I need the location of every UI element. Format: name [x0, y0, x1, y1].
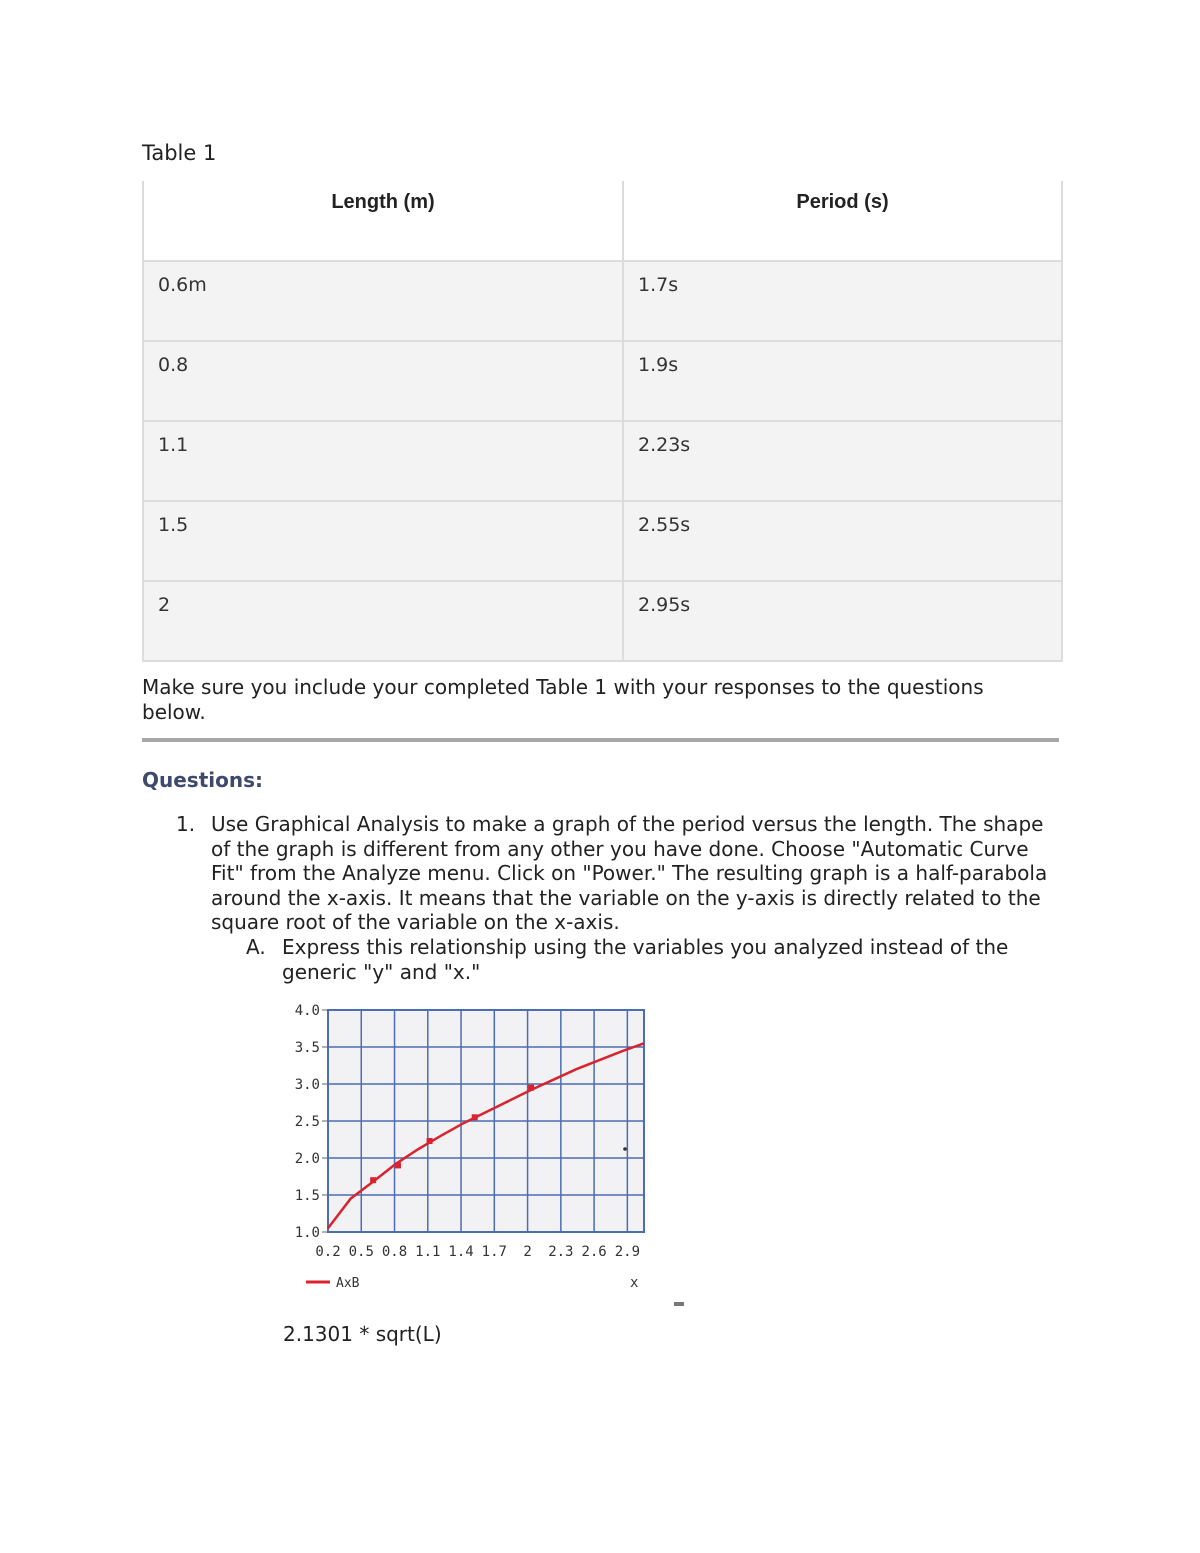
- y-axis-ticks: [295, 1003, 328, 1241]
- x-tick-label: 0.8: [381, 1244, 408, 1260]
- power-fit-chart: [284, 1000, 684, 1310]
- questions-heading: Questions:: [142, 768, 264, 792]
- subquestion-text: Express this relationship using the variables you analyzed instead of the generic "y" and "x.": [282, 935, 1009, 984]
- x-tick-label: 2: [523, 1244, 532, 1260]
- column-header-period: Period (s): [623, 181, 1062, 261]
- y-tick-label: 3.0: [294, 1077, 320, 1093]
- x-tick-label: 0.2: [315, 1244, 341, 1260]
- data-point: [528, 1085, 534, 1091]
- table-row: [143, 501, 1062, 581]
- subquestion-letter: A.: [246, 935, 266, 959]
- period-cell: 2.95s: [623, 581, 1062, 661]
- table-row: [143, 421, 1062, 501]
- table-row: [143, 341, 1062, 421]
- table-header-row: [143, 181, 1062, 261]
- period-cell: 2.55s: [623, 501, 1062, 581]
- x-axis-label: x: [630, 1275, 639, 1291]
- data-point: [472, 1114, 478, 1120]
- length-cell: 0.6m: [143, 261, 623, 341]
- x-tick-label: 2.3: [548, 1244, 574, 1260]
- table-row: [143, 261, 1062, 341]
- x-tick-label: 2.9: [614, 1244, 641, 1260]
- y-tick-label: 1.0: [294, 1225, 320, 1241]
- y-tick-label: 3.5: [294, 1040, 320, 1056]
- period-cell: 2.23s: [623, 421, 1062, 501]
- stray-dot: [623, 1147, 627, 1151]
- data-point: [395, 1162, 401, 1168]
- y-tick-label: 2.5: [294, 1114, 320, 1130]
- x-tick-label: 1.4: [448, 1244, 474, 1260]
- y-tick-label: 1.5: [294, 1188, 320, 1204]
- period-cell: 1.7s: [623, 261, 1062, 341]
- column-header-length: Length (m): [143, 181, 623, 261]
- horizontal-divider: [142, 738, 1059, 742]
- data-point: [370, 1177, 376, 1183]
- length-cell: 1.5: [143, 501, 623, 581]
- answer-text: 2.1301 * sqrt(L): [283, 1322, 442, 1346]
- length-cell: 0.8: [143, 341, 623, 421]
- legend-label: AxB: [336, 1276, 360, 1291]
- y-tick-label: 4.0: [294, 1003, 320, 1019]
- length-cell: 2: [143, 581, 623, 661]
- x-tick-label: 1.7: [481, 1244, 507, 1260]
- length-cell: 1.1: [143, 421, 623, 501]
- x-tick-label: 0.5: [348, 1244, 374, 1260]
- table-row: [143, 581, 1062, 661]
- data-point: [427, 1138, 433, 1144]
- table-note: Make sure you include your completed Table 1 with your responses to the questions below.: [142, 675, 984, 724]
- table-caption: Table 1: [142, 141, 217, 165]
- question-number: 1.: [176, 812, 196, 836]
- question-text: Use Graphical Analysis to make a graph of the period versus the length. The shape of the graph is different from any other you have done. Choose "Automatic Curve Fit" from the Analyze menu. Click on "Power." The resulting graph is a half-parabola around the x-axis. It means that the variable on the y-axis is directly related to the square root of the variable on the x-axis.: [211, 812, 1048, 935]
- period-cell: 1.9s: [623, 341, 1062, 421]
- data-table: [142, 181, 1063, 662]
- y-tick-label: 2.0: [294, 1151, 320, 1167]
- stray-mark: [674, 1302, 684, 1306]
- x-tick-label: 2.6: [581, 1244, 607, 1260]
- x-axis-ticks: [315, 1244, 640, 1260]
- x-tick-label: 1.1: [415, 1244, 441, 1260]
